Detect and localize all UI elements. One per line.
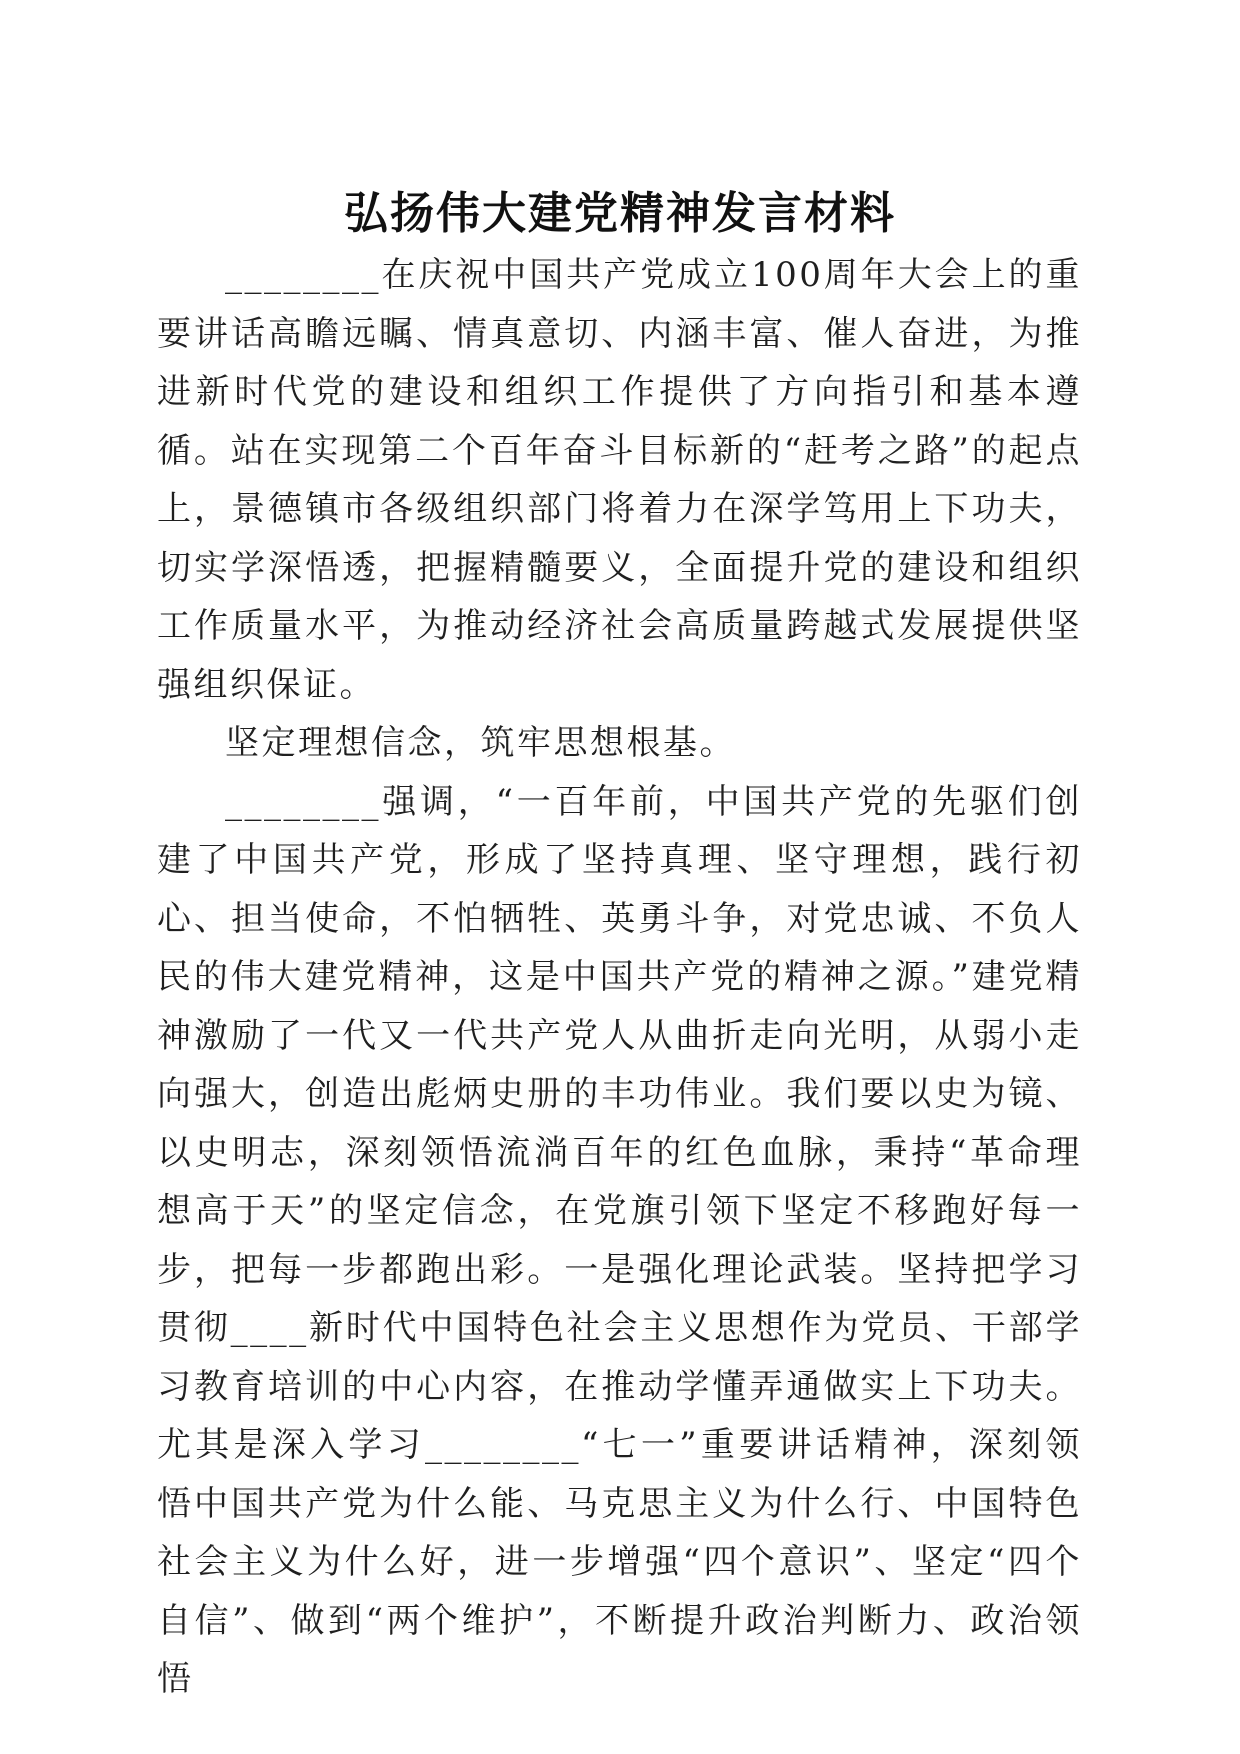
paragraph-heading: 坚定理想信念，筑牢思想根基。 [225,723,736,763]
paragraph-intro: ________在庆祝中国共产党成立100周年大会上的重要讲话高瞻远瞩、情真意切、内涵丰富、催人奋进，为推进新时代党的建设和组织工作提供了方向指引和基本遵循。站在实现第二个百年奋斗目标新的“赶考之路”的起点上，景德镇市各级组织部门将着力在深学笃用上下功夫，切实学深悟透，把握精髓要义，全面提升党的建设和组织工作质量水平，为推动经济社会高质量跨越式发展提供坚强组织保证。 [157,255,1082,705]
document-title: 弘扬伟大建党精神发言材料 [344,188,896,239]
document-body [157,246,1082,1709]
paragraph-main: ________强调，“一百年前，中国共产党的先驱们创建了中国共产党，形成了坚持真理、坚守理想，践行初心、担当使命，不怕牺牲、英勇斗争，对党忠诚、不负人民的伟大建党精神，这是中国共产党的精神之源。”建党精神激励了一代又一代共产党人从曲折走向光明，从弱小走向强大，创造出彪炳史册的丰功伟业。我们要以史为镜、以史明志，深刻领悟流淌百年的红色血脉，秉持“革命理想高于天”的坚定信念，在党旗引领下坚定不移跑好每一步，把每一步都跑出彩。一是强化理论武装。坚持把学习贯彻____新时代中国特色社会主义思想作为党员、干部学习教育培训的中心内容，在推动学懂弄通做实上下功夫。尤其是深入学习________“七一”重要讲话精神，深刻领悟中国共产党为什么能、马克思主义为什么行、中国特色社会主义为什么好，进一步增强“四个意识”、坚定“四个自信”、做到“两个维护”，不断提升政治判断力、政治领悟 [157,781,1082,1699]
